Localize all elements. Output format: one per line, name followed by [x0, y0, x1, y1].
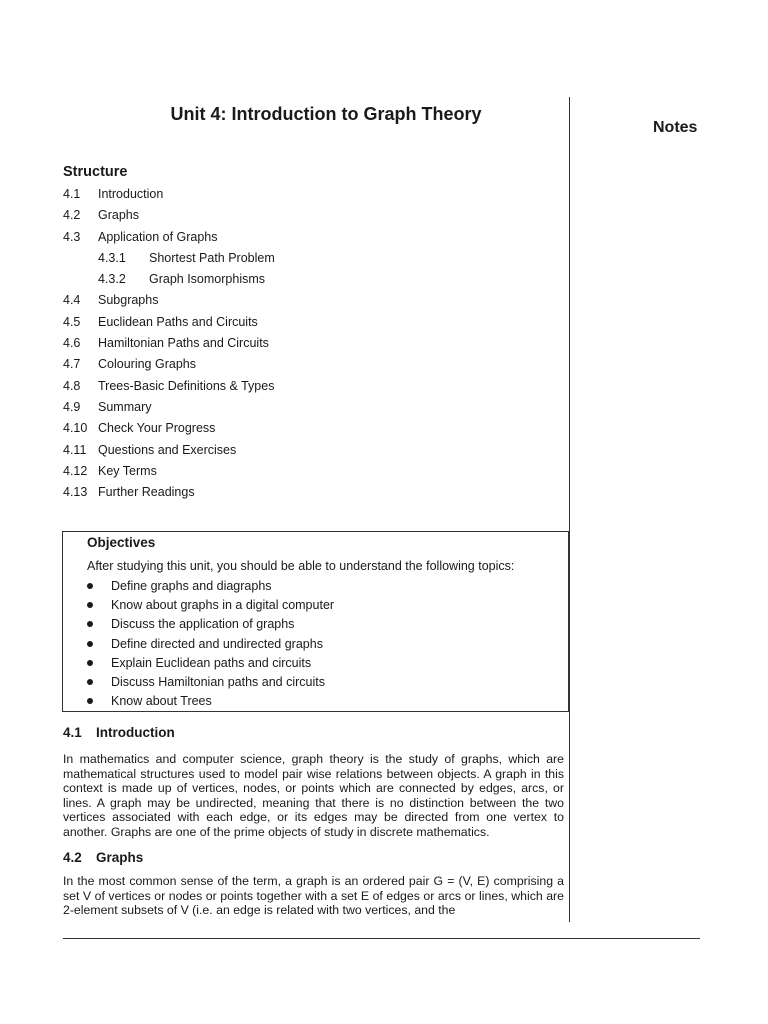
- structure-item-label: Trees-Basic Definitions & Types: [98, 378, 275, 393]
- section-number: 4.1: [63, 725, 82, 740]
- structure-item-label: Shortest Path Problem: [149, 250, 275, 265]
- structure-item-number: 4.3.1: [98, 250, 126, 265]
- structure-item: [63, 335, 543, 356]
- structure-item-label: Graphs: [98, 208, 139, 223]
- structure-item: [63, 356, 543, 377]
- structure-item: [63, 229, 543, 250]
- structure-item-number: 4.11: [63, 442, 87, 457]
- structure-item-label: Key Terms: [98, 463, 157, 478]
- structure-item: [63, 378, 543, 399]
- structure-item-label: Further Readings: [98, 485, 195, 500]
- section-paragraph-graphs: In the most common sense of the term, a graph is an ordered pair G = (V, E) comprising a set V of vertices or nodes or points together with a set E of edges or arcs or lines, which are 2-element subsets of V (i.e. an edge is related with two vertices, and the: [63, 874, 564, 918]
- structure-item-label: Check Your Progress: [98, 421, 216, 436]
- section-title: Introduction: [96, 725, 175, 740]
- structure-heading: Structure: [63, 164, 128, 180]
- structure-item: [63, 292, 543, 313]
- structure-item-label: Graph Isomorphisms: [149, 272, 266, 287]
- bullet-icon: [87, 660, 93, 666]
- structure-item-number: 4.12: [63, 463, 88, 478]
- margin-divider: [569, 97, 570, 922]
- structure-item: [63, 463, 543, 484]
- objective-text: Define directed and undirected graphs: [111, 636, 323, 651]
- structure-item-label: Hamiltonian Paths and Circuits: [98, 336, 269, 351]
- bullet-icon: [87, 641, 93, 647]
- structure-item: [63, 399, 543, 420]
- objective-text: Explain Euclidean paths and circuits: [111, 655, 312, 670]
- structure-item: [63, 207, 543, 228]
- structure-item: [63, 484, 543, 505]
- objectives-intro: After studying this unit, you should be able to understand the following topics:: [87, 559, 515, 573]
- unit-title: Unit 4: Introduction to Graph Theory: [170, 104, 482, 124]
- structure-item-number: 4.10: [63, 421, 88, 436]
- structure-item-number: 4.7: [63, 357, 81, 372]
- objective-text: Know about graphs in a digital computer: [111, 598, 335, 613]
- objective-text: Define graphs and diagraphs: [111, 579, 272, 593]
- structure-item-number: 4.13: [63, 485, 88, 500]
- structure-item-label: Questions and Exercises: [98, 442, 237, 457]
- structure-item: [63, 186, 543, 207]
- objectives-box: [62, 531, 569, 712]
- objective-text: Know about Trees: [111, 694, 212, 709]
- structure-subitem: [63, 271, 543, 292]
- section-number: 4.2: [63, 850, 82, 865]
- structure-item-number: 4.3: [63, 229, 81, 244]
- structure-list: [63, 186, 543, 505]
- footer-rule: [63, 938, 700, 939]
- margin-notes-label: Notes: [653, 119, 698, 136]
- section-title: Graphs: [96, 850, 144, 865]
- structure-item-number: 4.4: [63, 293, 81, 308]
- bullet-icon: [87, 621, 93, 627]
- structure-item-label: Introduction: [98, 187, 164, 201]
- bullet-icon: [87, 679, 93, 685]
- objective-text: Discuss the application of graphs: [111, 617, 295, 632]
- structure-item-number: 4.3.2: [98, 272, 126, 287]
- bullet-icon: [87, 698, 93, 704]
- structure-item-label: Subgraphs: [98, 293, 159, 308]
- structure-item-number: 4.1: [63, 187, 81, 201]
- objectives-title: Objectives: [87, 535, 156, 550]
- structure-item: [63, 420, 543, 441]
- section-paragraph-introduction: In mathematics and computer science, graph theory is the study of graphs, which are mathematical structures used to model pair wise relations between objects. A graph in this context is made up of vertices, nodes, or points which are connected by edges, arcs, or lines. A graph may be undirected, meaning that there is no distinction between the two vertices associated with each edge, or its edges may be directed from one vertex to another. Graphs are one of the prime objects of study in discrete mathematics.: [63, 752, 564, 839]
- structure-item-number: 4.8: [63, 378, 81, 393]
- objective-text: Discuss Hamiltonian paths and circuits: [111, 674, 325, 689]
- structure-item-label: Euclidean Paths and Circuits: [98, 314, 258, 329]
- bullet-icon: [87, 583, 93, 589]
- structure-item-label: Summary: [98, 399, 152, 414]
- structure-item-label: Application of Graphs: [98, 229, 218, 244]
- structure-subitem: [63, 250, 543, 271]
- structure-item-label: Colouring Graphs: [98, 357, 196, 372]
- section-heading-introduction: [63, 725, 175, 740]
- structure-item-number: 4.6: [63, 336, 81, 351]
- structure-item: [63, 442, 543, 463]
- structure-item: [63, 314, 543, 335]
- structure-item-number: 4.9: [63, 399, 81, 414]
- bullet-icon: [87, 602, 93, 608]
- structure-item-number: 4.5: [63, 314, 81, 329]
- structure-item-number: 4.2: [63, 208, 81, 223]
- section-heading-graphs: [63, 850, 143, 865]
